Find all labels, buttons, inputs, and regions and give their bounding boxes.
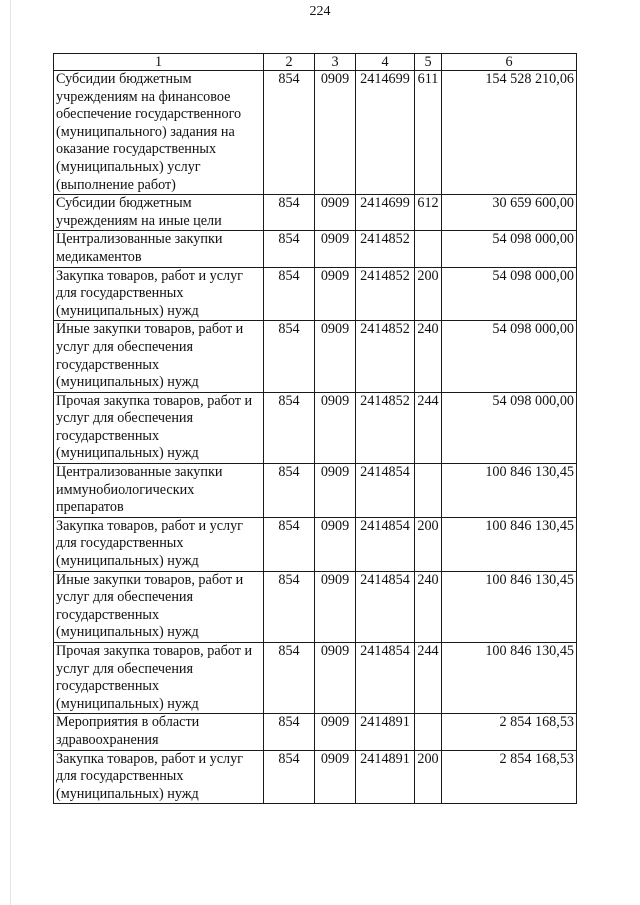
row-sum-cell: 100 846 130,45 bbox=[442, 517, 577, 571]
header-col-3: 3 bbox=[315, 54, 356, 71]
row-sec-cell: 0909 bbox=[315, 464, 356, 518]
table-row bbox=[54, 231, 577, 267]
row-gr-cell: 854 bbox=[264, 195, 315, 231]
row-type-cell bbox=[415, 231, 442, 267]
row-name-cell: Субсидии бюджетным учреждениям на финансовое обеспечение государственного (муниципального) задания на оказание государственных (муниципальных) услуг (выполнение работ) bbox=[54, 71, 264, 195]
table-row bbox=[54, 714, 577, 750]
row-art-cell: 2414699 bbox=[356, 71, 415, 195]
row-sec-cell: 0909 bbox=[315, 643, 356, 714]
row-sec-cell: 0909 bbox=[315, 321, 356, 392]
row-sum-cell: 30 659 600,00 bbox=[442, 195, 577, 231]
header-col-1: 1 bbox=[54, 54, 264, 71]
row-gr-cell: 854 bbox=[264, 643, 315, 714]
row-sec-cell: 0909 bbox=[315, 195, 356, 231]
table-body bbox=[54, 71, 577, 804]
row-type-cell: 240 bbox=[415, 321, 442, 392]
row-art-cell: 2414854 bbox=[356, 517, 415, 571]
page-number: 224 bbox=[309, 4, 331, 19]
row-sum-cell: 54 098 000,00 bbox=[442, 231, 577, 267]
table-row bbox=[54, 195, 577, 231]
row-name-cell: Закупка товаров, работ и услуг для государственных (муниципальных) нужд bbox=[54, 517, 264, 571]
header-col-5: 5 bbox=[415, 54, 442, 71]
row-gr-cell: 854 bbox=[264, 517, 315, 571]
row-name-cell: Мероприятия в области здравоохранения bbox=[54, 714, 264, 750]
row-sec-cell: 0909 bbox=[315, 267, 356, 321]
scan-margin-line bbox=[10, 0, 11, 905]
row-type-cell bbox=[415, 714, 442, 750]
row-type-cell bbox=[415, 464, 442, 518]
row-gr-cell: 854 bbox=[264, 464, 315, 518]
row-name-cell: Закупка товаров, работ и услуг для государственных (муниципальных) нужд bbox=[54, 750, 264, 804]
table-row bbox=[54, 321, 577, 392]
row-name-cell: Прочая закупка товаров, работ и услуг для обеспечения государственных (муниципальных) нужд bbox=[54, 392, 264, 463]
header-col-6: 6 bbox=[442, 54, 577, 71]
row-sum-cell: 54 098 000,00 bbox=[442, 321, 577, 392]
row-type-cell: 244 bbox=[415, 392, 442, 463]
row-sum-cell: 2 854 168,53 bbox=[442, 750, 577, 804]
row-art-cell: 2414854 bbox=[356, 464, 415, 518]
row-type-cell: 200 bbox=[415, 750, 442, 804]
row-sec-cell: 0909 bbox=[315, 71, 356, 195]
row-art-cell: 2414891 bbox=[356, 714, 415, 750]
row-gr-cell: 854 bbox=[264, 714, 315, 750]
row-sec-cell: 0909 bbox=[315, 231, 356, 267]
row-gr-cell: 854 bbox=[264, 750, 315, 804]
row-sec-cell: 0909 bbox=[315, 714, 356, 750]
row-sum-cell: 54 098 000,00 bbox=[442, 267, 577, 321]
row-art-cell: 2414852 bbox=[356, 321, 415, 392]
row-art-cell: 2414852 bbox=[356, 267, 415, 321]
table-row bbox=[54, 517, 577, 571]
row-name-cell: Закупка товаров, работ и услуг для государственных (муниципальных) нужд bbox=[54, 267, 264, 321]
row-name-cell: Иные закупки товаров, работ и услуг для обеспечения государственных (муниципальных) нужд bbox=[54, 321, 264, 392]
row-art-cell: 2414854 bbox=[356, 571, 415, 642]
header-col-2: 2 bbox=[264, 54, 315, 71]
row-gr-cell: 854 bbox=[264, 392, 315, 463]
row-sec-cell: 0909 bbox=[315, 571, 356, 642]
row-sec-cell: 0909 bbox=[315, 750, 356, 804]
budget-table bbox=[53, 53, 577, 804]
table-row bbox=[54, 267, 577, 321]
row-gr-cell: 854 bbox=[264, 267, 315, 321]
row-art-cell: 2414891 bbox=[356, 750, 415, 804]
table-row bbox=[54, 464, 577, 518]
row-sum-cell: 100 846 130,45 bbox=[442, 571, 577, 642]
row-sec-cell: 0909 bbox=[315, 517, 356, 571]
header-row bbox=[54, 54, 577, 71]
row-art-cell: 2414854 bbox=[356, 643, 415, 714]
table-row bbox=[54, 571, 577, 642]
row-type-cell: 200 bbox=[415, 267, 442, 321]
row-name-cell: Субсидии бюджетным учреждениям на иные цели bbox=[54, 195, 264, 231]
row-sum-cell: 100 846 130,45 bbox=[442, 643, 577, 714]
row-type-cell: 611 bbox=[415, 71, 442, 195]
row-name-cell: Прочая закупка товаров, работ и услуг для обеспечения государственных (муниципальных) нужд bbox=[54, 643, 264, 714]
row-art-cell: 2414852 bbox=[356, 231, 415, 267]
row-sum-cell: 100 846 130,45 bbox=[442, 464, 577, 518]
row-name-cell: Иные закупки товаров, работ и услуг для обеспечения государственных (муниципальных) нужд bbox=[54, 571, 264, 642]
row-gr-cell: 854 bbox=[264, 71, 315, 195]
row-gr-cell: 854 bbox=[264, 231, 315, 267]
table-row bbox=[54, 392, 577, 463]
table-row bbox=[54, 750, 577, 804]
row-type-cell: 200 bbox=[415, 517, 442, 571]
row-sec-cell: 0909 bbox=[315, 392, 356, 463]
header-col-4: 4 bbox=[356, 54, 415, 71]
row-art-cell: 2414852 bbox=[356, 392, 415, 463]
table-row bbox=[54, 643, 577, 714]
row-sum-cell: 154 528 210,06 bbox=[442, 71, 577, 195]
row-gr-cell: 854 bbox=[264, 321, 315, 392]
table-row bbox=[54, 71, 577, 195]
table-header bbox=[54, 54, 577, 71]
row-type-cell: 612 bbox=[415, 195, 442, 231]
row-sum-cell: 2 854 168,53 bbox=[442, 714, 577, 750]
row-name-cell: Централизованные закупки медикаментов bbox=[54, 231, 264, 267]
row-art-cell: 2414699 bbox=[356, 195, 415, 231]
row-sum-cell: 54 098 000,00 bbox=[442, 392, 577, 463]
row-gr-cell: 854 bbox=[264, 571, 315, 642]
row-type-cell: 240 bbox=[415, 571, 442, 642]
row-name-cell: Централизованные закупки иммунобиологических препаратов bbox=[54, 464, 264, 518]
row-type-cell: 244 bbox=[415, 643, 442, 714]
